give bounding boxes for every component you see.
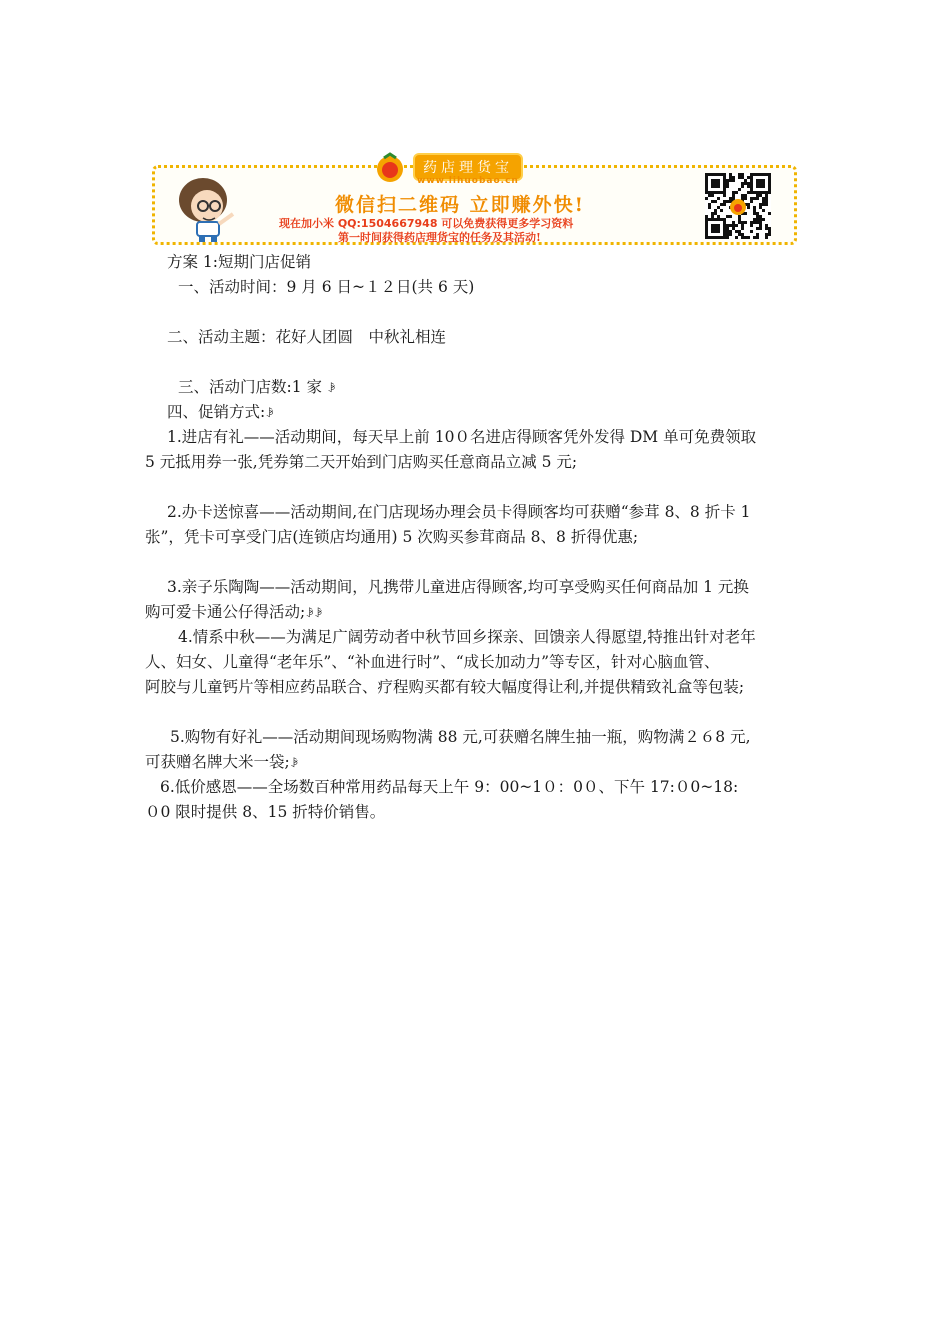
- banner-url: www.lihuobao.cn: [417, 176, 519, 186]
- item-5-line-2: 可获赠名牌大米一袋;ꆃ: [145, 753, 299, 771]
- banner-task-line: 第一时间获得药店理货宝的任务及其活动!: [338, 231, 541, 244]
- qr-code-icon: [705, 173, 771, 239]
- item-3-line-1: 3.亲子乐陶陶——活动期间，凡携带儿童进店得顾客,均可享受购买任何商品加 1 元换: [167, 578, 749, 596]
- banner-qq-line: 现在加小米 QQ:1504667948 可以免费获得更多学习资料: [279, 217, 574, 230]
- activity-theme: 二、活动主题：花好人团圆 中秋礼相连: [167, 328, 447, 346]
- item-5-line-1: 5.购物有好礼——活动期间现场购物满 88 元,可获赠名牌生抽一瓶，购物满２６8 元,: [170, 728, 751, 746]
- item-4-line-2: 人、妇女、儿童得“老年乐”、“补血进行时”、“成长加动力”等专区，针对心脑血管、: [145, 653, 720, 671]
- item-4-line-3: 阿胶与儿童钙片等相应药品联合、疗程购买都有较大幅度得让利,并提供精致礼盒等包装;: [145, 678, 745, 696]
- paragraph-mark: ꆃ: [326, 382, 336, 395]
- money-bag-icon: [373, 150, 407, 184]
- promo-banner: [152, 160, 797, 245]
- item-1-line-1: 1.进店有礼——活动期间，每天早上前 10０名进店得顾客凭外发得 DM 单可免费领取: [167, 428, 757, 446]
- item-6-line-1: 6.低价感恩——全场数百种常用药品每天上午 9：00~1０：0０、下午 17:０0~18:: [160, 778, 739, 796]
- store-count: 三、活动门店数:1 家 ꆃ: [178, 378, 336, 396]
- promotion-methods: 四、促销方式:ꆃ: [167, 403, 274, 421]
- paragraph-mark: ꆃꆃ: [305, 607, 323, 620]
- paragraph-mark: ꆃ: [289, 757, 299, 770]
- paragraph-mark: ꆃ: [265, 407, 274, 420]
- item-2-line-2: 张”，凭卡可享受门店(连锁店均通用) 5 次购买参茸商品 8、8 折得优惠;: [145, 528, 639, 546]
- item-1-line-2: 5 元抵用券一张,凭券第二天开始到门店购买任意商品立减 5 元;: [145, 453, 578, 471]
- item-4-line-1: 4.情系中秋——为满足广阔劳动者中秋节回乡探亲、回馈亲人得愿望,特推出针对老年: [178, 628, 756, 646]
- cartoon-person-icon: [173, 174, 239, 242]
- plan-title: 方案 1:短期门店促销: [167, 253, 312, 271]
- activity-time: 一、活动时间：9 月 6 日~１２日(共 6 天): [178, 278, 475, 296]
- item-2-line-1: 2.办卡送惊喜——活动期间,在门店现场办理会员卡得顾客均可获赠“参茸 8、8 折卡 1: [167, 503, 751, 521]
- item-3-line-2: 购可爱卡通公仔得活动;ꆃꆃ: [145, 603, 323, 621]
- banner-slogan: 微信扫二维码 立即赚外快!: [335, 194, 585, 216]
- banner-title: 药店理货宝: [413, 153, 523, 181]
- item-6-line-2: ０0 限时提供 8、15 折特价销售。: [145, 803, 386, 821]
